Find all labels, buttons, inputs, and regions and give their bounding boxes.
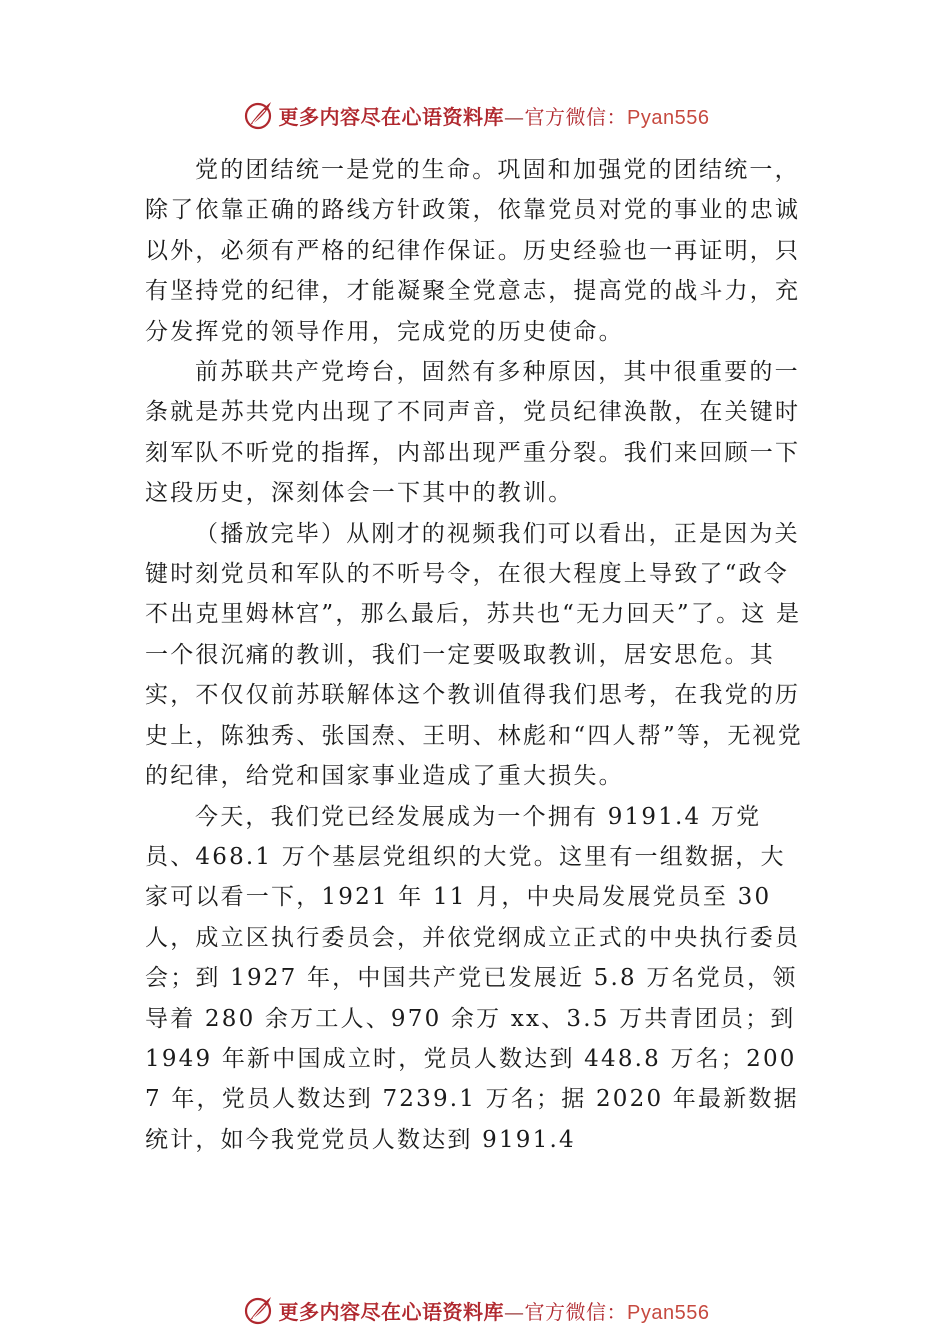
header-banner-text [279, 101, 710, 130]
footer-banner-text [279, 1296, 710, 1325]
feather-logo-icon [241, 98, 275, 132]
header-wechat-id: Pyan556 [627, 106, 710, 129]
paragraph-4: 今天，我们党已经发展成为一个拥有 9191.4 万党员、468.1 万个基层党组织的大党。这里有一组数据，大家可以看一下，1921 年 11 月，中央局发展党员至 30 人，成立区执行委员会，并依党纲成立正式的中央执行委员会；到 1927 年，中国共产党已发展近 5.8 万名党员，领导着 280 余万工人、970 余万 xx、3.5 万共青团员；到 1949 年新中国成立时，党员人数达到 448.8 万名；2007 年，党员人数达到 7239.1 万名；据 2020 年最新数据统计，如今我党党员人数达到 9191.4 [145, 803, 801, 1153]
feather-logo-icon [241, 1293, 275, 1327]
paragraph-1: 党的团结统一是党的生命。巩固和加强党的团结统一，除了依靠正确的路线方针政策，依靠党员对党的事业的忠诚以外，必须有严格的纪律作保证。历史经验也一再证明，只有坚持党的纪律，才能凝聚全党意志，提高党的战斗力，充分发挥党的领导作用，完成党的历史使命。 [145, 157, 801, 345]
header-title: 更多内容尽在心语资料库 [278, 104, 505, 129]
footer-wechat-label: 官方微信： [524, 1299, 628, 1324]
footer-banner [0, 1290, 950, 1330]
header-banner [0, 95, 950, 135]
footer-separator: — [504, 1299, 525, 1324]
header-separator: — [504, 104, 525, 129]
document-body [145, 150, 805, 1160]
paragraph-2: 前苏联共产党垮台，固然有多种原因，其中很重要的一条就是苏共党内出现了不同声音，党员纪律涣散，在关键时刻军队不听党的指挥，内部出现严重分裂。我们来回顾一下这段历史，深刻体会一下其中的教训。 [145, 359, 801, 507]
footer-wechat-id: Pyan556 [627, 1301, 710, 1324]
footer-title: 更多内容尽在心语资料库 [278, 1299, 505, 1324]
paragraph-3: （播放完毕）从刚才的视频我们可以看出，正是因为关键时刻党员和军队的不听号令，在很大程度上导致了“政令不出克里姆林宫”，那么最后，苏共也“无力回天”了。这 是一个很沉痛的教训，我们一定要吸取教训，居安思危。其实，不仅仅前苏联解体这个教训值得我们思考，在我党的历史上，陈独秀、张国焘、王明、林彪和“四人帮”等，无视党的纪律，给党和国家事业造成了重大损失。 [145, 520, 803, 790]
header-wechat-label: 官方微信： [524, 104, 628, 129]
